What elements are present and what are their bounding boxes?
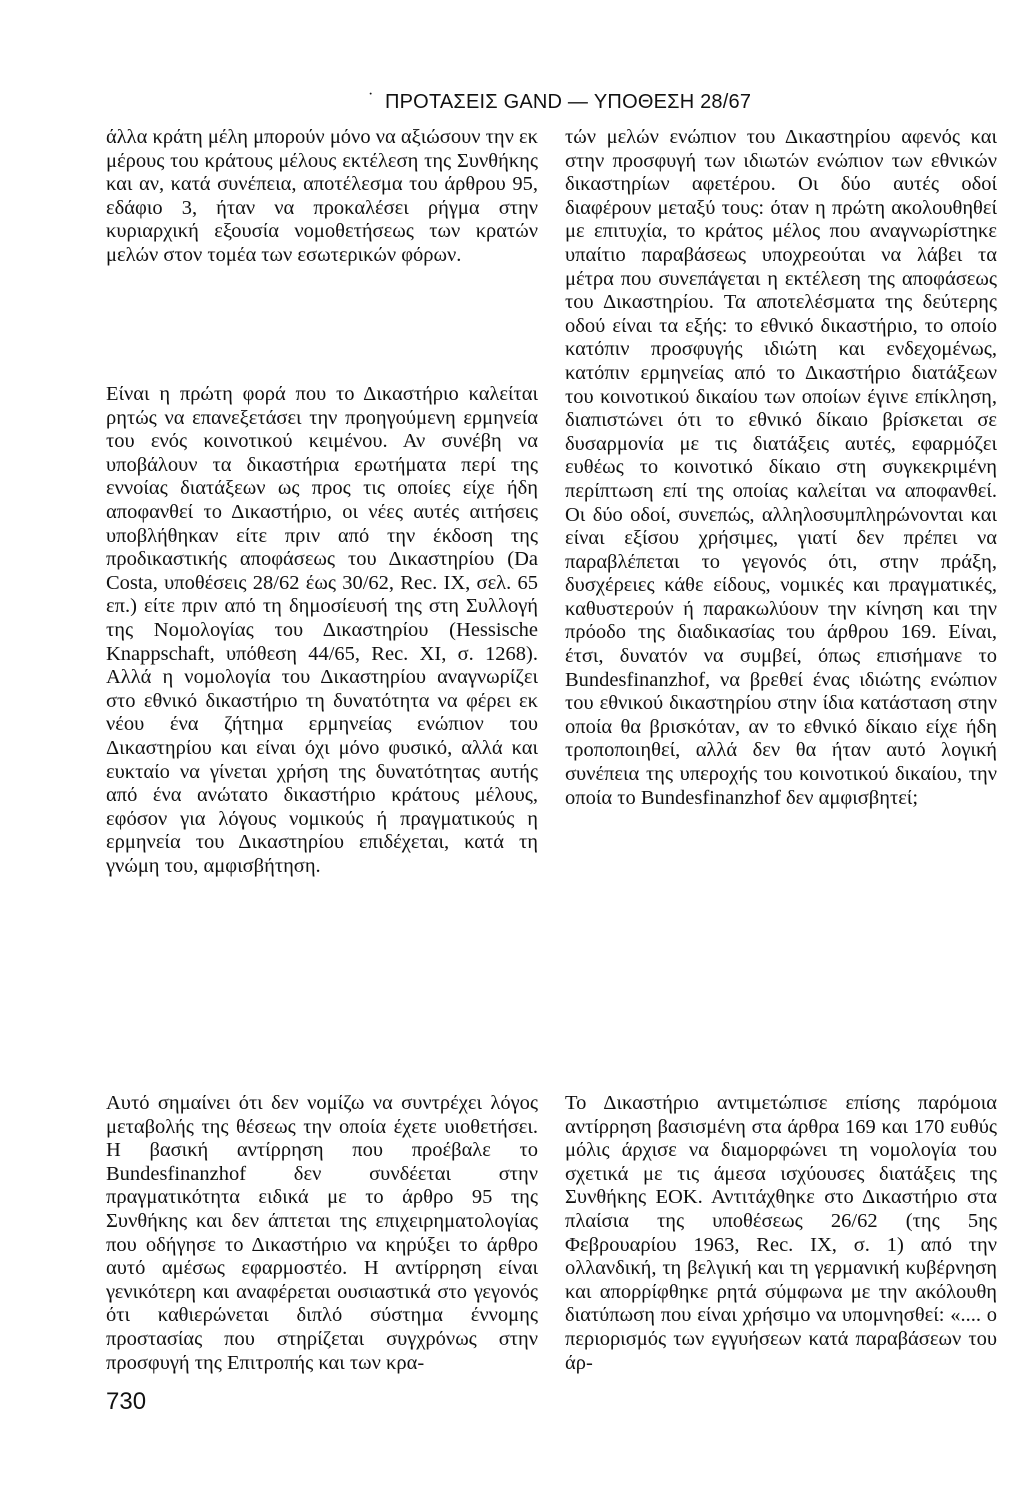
- top-right-column: [565, 126, 997, 810]
- bottom-right-column: [565, 1092, 997, 1375]
- page-number: 730: [106, 1388, 147, 1415]
- paragraph-top-left-1: άλλα κράτη μέλη μπορούν μόνο να αξιώσουν την εκ μέρους του κράτους μέλους εκτέλεση της Συνθήκης και αν, κατά συνέπεια, αποτέλεσμα του άρθρου 95, εδάφιο 3, ήταν να προκαλέσει ρήγμα στην κυριαρχική εξουσία νομοθετήσεως των κρατών μελών στον τομέα των εσωτερικών φόρων.: [106, 126, 538, 266]
- top-left-column-part-1: [106, 126, 538, 268]
- running-header: ΠΡΟΤΑΣΕΙΣ GAND — ΥΠΟΘΕΣΗ 28/67: [385, 91, 752, 113]
- bottom-left-column: [106, 1092, 538, 1375]
- paragraph-bottom-left: Αυτό σημαίνει ότι δεν νομίζω να συντρέχει λόγος μεταβολής της θέσεως την οποία έχετε υιοθετήσει. Η βασική αντίρρηση που προέβαλε το Bundesfinanzhof δεν συνδέεται στην πραγματικότητα ειδικά με το άρθρο 95 της Συνθήκης και δεν άπτεται της επιχειρηματολογίας που οδήγησε το Δικαστήριο να κηρύξει το άρθρο αυτό αμέσως εφαρμοστέο. Η αντίρρηση είναι γενικότερη και αναφέρεται ουσιαστικά στο γεγονός ότι καθιερώνεται διπλό σύστημα έννομης προστασίας που στηρίζεται συγχρόνως στην προσφυγή της Επιτροπής και των κρα-: [106, 1092, 538, 1374]
- paragraph-top-right: τών μελών ενώπιον του Δικαστηρίου αφενός και στην προσφυγή των ιδιωτών ενώπιον των εθνικών δικαστηρίων αφετέρου. Οι δύο αυτές οδοί διαφέρουν μεταξύ τους: όταν η πρώτη ακολουθηθεί με επιτυχία, το κράτος μέλος που αναγνωρίστηκε υπαίτιο παραβάσεως υποχρεούται να λάβει τα μέτρα που συνεπάγεται η εκτέλεση της αποφάσεως του Δικαστηρίου. Τα αποτελέσματα της δεύτερης οδού είναι τα εξής: το εθνικό δικαστήριο, το οποίο κατόπιν προσφυγής ιδιώτη και ενδεχομένως, κατόπιν ερμηνείας από το Δικαστήριο διατάξεων του κοινοτικού δικαίου των οποίων έγινε επίκληση, διαπιστώνει ότι το εθνικό δίκαιο βρίσκεται σε δυσαρμονία με τις διατάξεις αυτές, εφαρμόζει ευθέως το κοινοτικό δίκαιο στη συγκεκριμένη περίπτωση επί της οποίας καλείται να αποφανθεί. Οι δύο οδοί, συνεπώς, αλληλοσυμπληρώνονται και είναι εξίσου χρήσιμες, γιατί δεν πρέπει να παραβλέπεται το γεγονός ότι, στην πράξη, δυσχέρειες κάθε είδους, νομικές και πραγματικές, καθυστερούν ή παρακωλύουν την κίνηση και την πρόοδο της διαδικασίας του άρθρου 169. Είναι, έτσι, δυνατόν να συμβεί, όπως επισήμανε το Bundesfinanzhof, να βρεθεί ένας ιδιώτης ενώπιον του εθνικού δικαστηρίου στην ίδια κατάσταση στην οποία θα βρισκόταν, αν το εθνικό δίκαιο είχε ήδη τροποποιηθεί, αλλά δεν θα ήταν αυτό λογική συνέπεια της υπεροχής του κοινοτικού δικαίου, την οποία το Bundesfinanzhof δεν αμφισβητεί;: [565, 126, 997, 809]
- top-left-column-part-2: [106, 383, 538, 878]
- paragraph-bottom-right: Το Δικαστήριο αντιμετώπισε επίσης παρόμοια αντίρρηση βασισμένη στα άρθρα 169 και 170 ευθύς μόλις άρχισε να διαμορφώνει τη νομολογία του σχετικά με τις άμεσα ισχύουσες διατάξεις της Συνθήκης ΕΟΚ. Αντιτάχθηκε στο Δικαστήριο στα πλαίσια της υποθέσεως 26/62 (της 5ης Φεβρουαρίου 1963, Rec. IX, σ. 1) από την ολλανδική, τη βελγική και τη γερμανική κυβέρνηση και απορρίφθηκε ρητά σύμφωνα με την ακόλουθη διατύπωση που είναι χρήσιμο να υπομνησθεί: «.... ο περιορισμός των εγγυήσεων κατά παραβάσεων του άρ-: [565, 1092, 997, 1374]
- header-dot: ·: [368, 86, 374, 103]
- paragraph-top-left-2: Είναι η πρώτη φορά που το Δικαστήριο καλείται ρητώς να επανεξετάσει την προηγούμενη ερμηνεία του ενός κοινοτικού κειμένου. Αν συνέβη να υποβάλουν τα δικαστήρια ερωτήματα περί της εννοίας διατάξεων ως προς τις οποίες είχε ήδη αποφανθεί το Δικαστήριο, οι νέες αυτές αιτήσεις υποβλήθηκαν είτε πριν από την έκδοση της προδικαστικής αποφάσεως του Δικαστηρίου (Da Costa, υποθέσεις 28/62 έως 30/62, Rec. IX, σελ. 65 επ.) είτε πριν από τη δημοσίευσή της στη Συλλογή της Νομολογίας του Δικαστηρίου (Hessische Knappschaft, υπόθεση 44/65, Rec. XI, σ. 1268). Αλλά η νομολογία του Δικαστηρίου αναγνωρίζει στο εθνικό δικαστήριο τη δυνατότητα να φέρει εκ νέου ένα ζήτημα ερμηνείας ενώπιον του Δικαστηρίου και είναι όχι μόνο φυσικό, αλλά και ευκταίο να γίνεται χρήση της δυνατότητας αυτής από ένα ανώτατο δικαστήριο κράτους μέλους, εφόσον για λόγους νομικούς ή πραγματικούς η ερμηνεία του Δικαστηρίου επιδέχεται, κατά τη γνώμη του, αμφισβήτηση.: [106, 383, 538, 877]
